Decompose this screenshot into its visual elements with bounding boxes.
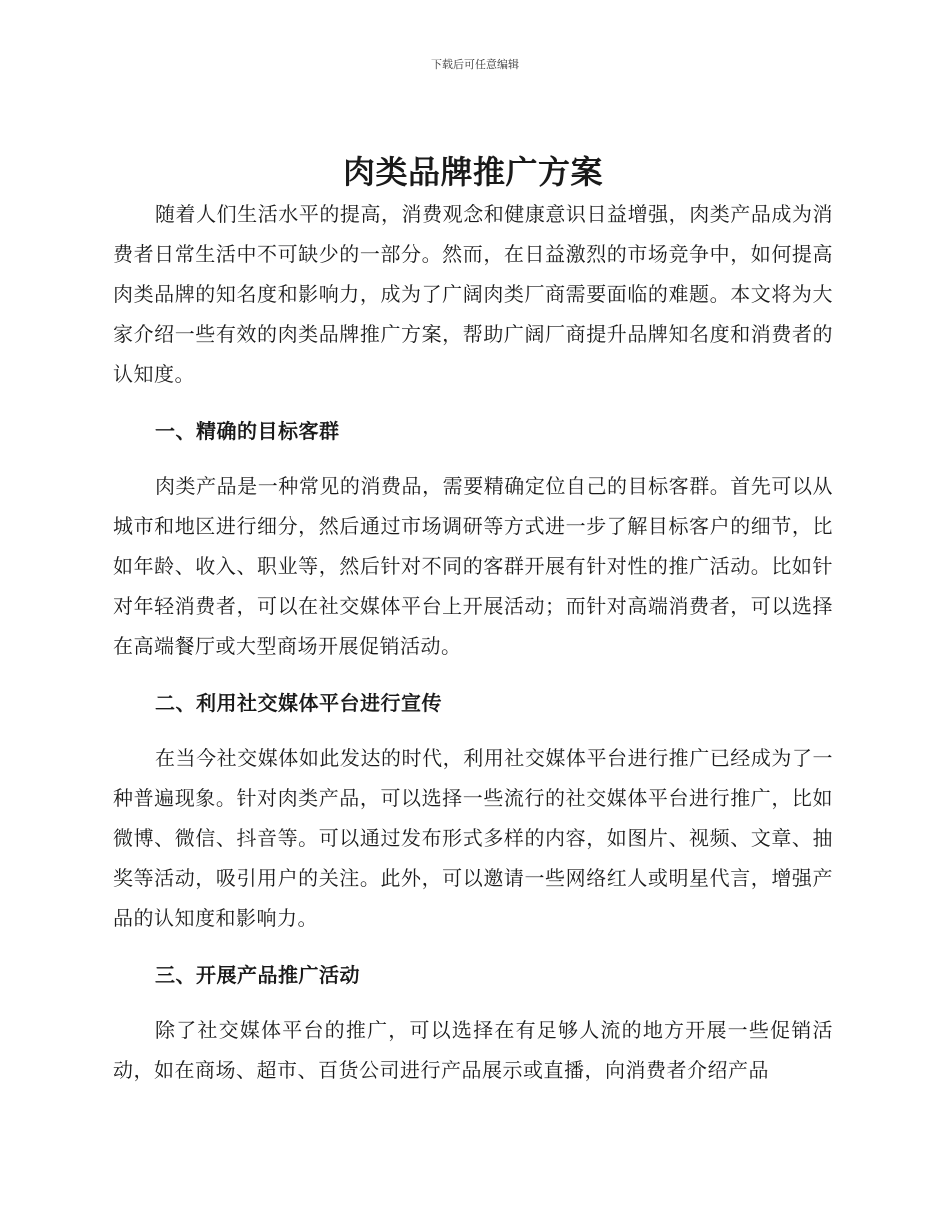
section-body-3: 除了社交媒体平台的推广，可以选择在有足够人流的地方开展一些促销活动，如在商场、超市、百货公司进行产品展示或直播，向消费者介绍产品	[113, 1018, 833, 1082]
section-body-1: 肉类产品是一种常见的消费品，需要精确定位自己的目标客群。首先可以从城市和地区进行细分，然后通过市场调研等方式进一步了解目标客户的细节，比如年龄、收入、职业等，然后针对不同的客群开展有针对性的推广活动。比如针对年轻消费者，可以在社交媒体平台上开展活动；而针对高端消费者，可以选择在高端餐厅或大型商场开展促销活动。	[113, 474, 833, 658]
page-header: 下载后可任意编辑	[431, 58, 519, 71]
document-body	[113, 150, 833, 1090]
section-heading-1: 一、精确的目标客群	[155, 419, 340, 443]
intro-paragraph: 随着人们生活水平的提高，消费观念和健康意识日益增强，肉类产品成为消费者日常生活中不可缺少的一部分。然而，在日益激烈的市场竞争中，如何提高肉类品牌的知名度和影响力，成为了广阔肉类厂商需要面临的难题。本文将为大家介绍一些有效的肉类品牌推广方案，帮助广阔厂商提升品牌知名度和消费者的认知度。	[113, 202, 833, 386]
section-heading-2: 二、利用社交媒体平台进行宣传	[155, 691, 442, 715]
section-body-2: 在当今社交媒体如此发达的时代，利用社交媒体平台进行推广已经成为了一种普遍现象。针对肉类产品，可以选择一些流行的社交媒体平台进行推广，比如微博、微信、抖音等。可以通过发布形式多样的内容，如图片、视频、文章、抽奖等活动，吸引用户的关注。此外，可以邀请一些网络红人或明星代言，增强产品的认知度和影响力。	[113, 746, 833, 930]
document-title: 肉类品牌推广方案	[342, 153, 603, 191]
section-heading-3: 三、开展产品推广活动	[155, 963, 360, 987]
